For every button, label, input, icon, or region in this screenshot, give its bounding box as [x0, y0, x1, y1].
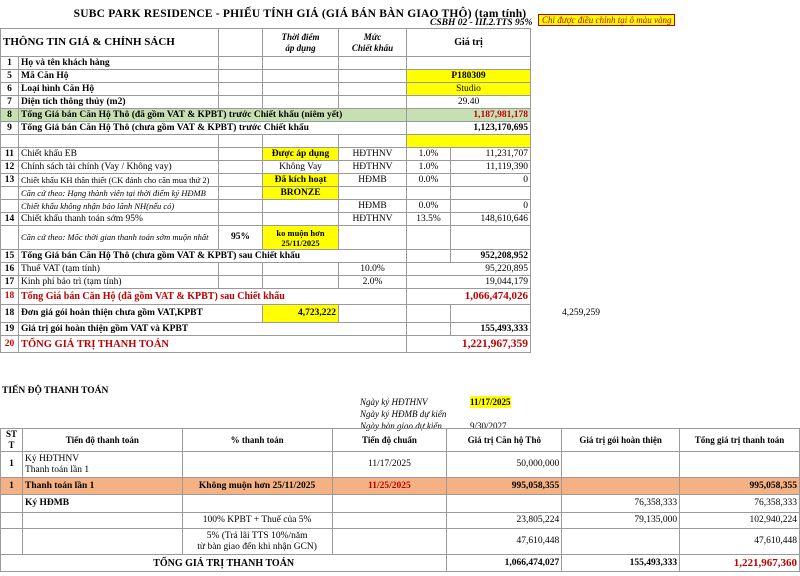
document-header [0, 0, 800, 26]
total-finishing-value: 155,493,333 [562, 555, 680, 572]
table-row [1, 323, 603, 336]
row-finishing-value [562, 452, 680, 478]
row-label: Giá trị gói hoàn thiện gồm VAT và KPBT [19, 323, 407, 336]
pre-discount-value: 1,123,170,695 [407, 122, 531, 135]
loyalty-status-cell[interactable]: Đã kích hoạt [263, 174, 339, 187]
discount-rate: 0.0% [407, 174, 451, 187]
section-title: THÔNG TIN GIÁ & CHÍNH SÁCH [1, 29, 219, 57]
blank-highlight-cell[interactable] [407, 135, 531, 148]
row-percent [182, 452, 332, 478]
apply-time: HĐMB [339, 174, 407, 187]
row-no: 9 [1, 122, 19, 135]
schedule-row [1, 529, 800, 555]
row-finishing-value: 79,135,000 [562, 513, 680, 529]
row-label: Tổng Giá bán Căn Hộ (đã gồm VAT & KPBT) sau Chiết khấu [19, 289, 407, 305]
table-row [1, 200, 603, 213]
row-label: Chính sách tài chính (Vay / Không vay) [19, 161, 219, 174]
early-payment-percent: 95% [219, 226, 263, 250]
edit-note: Chỉ được điều chỉnh tại ô màu vàng [538, 14, 675, 26]
row-no: 13 [1, 174, 19, 187]
table-row [1, 213, 603, 226]
row-no: 11 [1, 148, 19, 161]
price-info-table [0, 28, 603, 353]
apply-time: HĐTHNV [339, 213, 407, 226]
row-percent: 100% KPBT + Thuế của 5% [182, 513, 332, 529]
table-row [1, 226, 603, 250]
after-discount-value: 952,208,952 [451, 250, 531, 263]
row-label: TỔNG GIÁ TRỊ THANH TOÁN [19, 336, 407, 353]
row-no: 7 [1, 96, 19, 109]
table-row [1, 83, 603, 96]
table-row [1, 148, 603, 161]
col-apply-time: Thời điểm áp dụng [263, 29, 339, 57]
date-hdthnv: Ngày ký HĐTHNV 11/17/2025 [360, 397, 511, 407]
finishing-unit-price[interactable]: 4,723,222 [263, 305, 339, 323]
vat-value: 95,220,895 [407, 263, 531, 276]
finishing-package-value: 155,493,333 [451, 323, 531, 336]
table-row [1, 336, 603, 353]
discount-value: 148,610,646 [451, 213, 531, 226]
row-total-value: 995,058,355 [680, 478, 800, 495]
row-standard-date [332, 495, 447, 513]
maintenance-rate: 2.0% [339, 276, 407, 289]
page-title: SUBC PARK RESIDENCE - PHIẾU TÍNH GIÁ (GIÁ BÁN BÀN GIAO THÔ) (tạm tính) [73, 8, 527, 20]
row-finishing-value: 76,358,333 [562, 495, 680, 513]
table-row [1, 57, 603, 70]
row-label: Tổng Giá bán Căn Hộ Thô (đã gồm VAT & KPBT) trước Chiết khấu (niêm yết) [19, 109, 407, 122]
row-no: 20 [1, 336, 19, 353]
maintenance-value: 19,044,179 [407, 276, 531, 289]
row-standard-date: 11/25/2025 [332, 478, 447, 495]
row-label: Chiết khấu thanh toán sớm 95% [19, 213, 219, 226]
apply-time: HĐTHNV [339, 161, 407, 174]
table-row [1, 161, 603, 174]
row-total-value [680, 452, 800, 478]
table-row [1, 305, 603, 323]
row-standard-date: 11/17/2025 [332, 452, 447, 478]
row-value [407, 57, 531, 70]
row-no: 5 [1, 70, 19, 83]
row-no: 14 [1, 213, 19, 226]
row-shell-value [447, 495, 562, 513]
row-no: 18 [1, 305, 19, 323]
row-note: Chiết khấu không nhận bảo lãnh NH(nếu có) [19, 200, 219, 213]
finishing-unit-price-alt: 4,259,259 [562, 308, 600, 318]
row-finishing-value [562, 478, 680, 495]
row-label: Thuế VAT (tạm tính) [19, 263, 219, 276]
row-label: Đơn giá gói hoàn thiện chưa gồm VAT,KPBT [19, 305, 263, 323]
row-label [22, 529, 182, 555]
row-percent: 5% (Trả lãi TTS 10%/năm từ bàn giao đến khi nhận GCN) [182, 529, 332, 555]
row-shell-value: 995,058,355 [447, 478, 562, 495]
listed-price-value: 1,187,981,178 [407, 109, 531, 122]
row-standard-date [332, 513, 447, 529]
row-label [22, 513, 182, 529]
discount-value: 11,119,390 [451, 161, 531, 174]
row-no: 8 [1, 109, 19, 122]
eb-status-cell[interactable]: Được áp dụng [263, 148, 339, 161]
apartment-type-value[interactable]: Studio [407, 83, 531, 96]
row-label: Loại hình Căn Hộ [19, 83, 219, 96]
row-total-value: 76,358,333 [680, 495, 800, 513]
row-label: Chiết khấu KH thân thiết (CK đánh cho căn mua thứ 2) [19, 174, 219, 187]
discount-rate: 13.5% [407, 213, 451, 226]
table-row [1, 122, 603, 135]
schedule-header-row [1, 429, 800, 452]
row-standard-date [332, 529, 447, 555]
col-percent: % thanh toán [182, 429, 332, 452]
table-row [1, 289, 603, 305]
row-label: Tổng Giá bán Căn Hộ Thô (chưa gồm VAT & KPBT) trước Chiết khấu [19, 122, 407, 135]
grand-total-value: 1,221,967,359 [407, 336, 531, 353]
row-no: 17 [1, 276, 19, 289]
schedule-total-row [1, 555, 800, 572]
col-progress: Tiến độ thanh toán [22, 429, 182, 452]
total-shell-value: 1,066,474,027 [447, 555, 562, 572]
row-no [1, 495, 23, 513]
deadline-cell[interactable]: ko muộn hơn 25/11/2025 [263, 226, 339, 250]
discount-value: 11,231,707 [451, 148, 531, 161]
row-no: 15 [1, 250, 19, 263]
discount-value: 0 [451, 174, 531, 187]
date-handover: Ngày bàn giao dự kiến 9/30/2027 [360, 421, 507, 431]
row-label: Mã Căn Hộ [19, 70, 219, 83]
table-row [1, 263, 603, 276]
row-no: 1 [1, 452, 23, 478]
row-label: Diện tích thông thủy (m2) [19, 96, 219, 109]
table-row [1, 174, 603, 187]
col-finishing-value: Giá trị gói hoàn thiện [562, 429, 680, 452]
loan-status-cell[interactable]: Không Vay [263, 161, 339, 174]
apply-time: HĐTHNV [339, 148, 407, 161]
row-shell-value: 50,000,000 [447, 452, 562, 478]
table-row [1, 276, 603, 289]
schedule-row [1, 478, 800, 495]
row-label: Ký HĐMB [22, 495, 182, 513]
discount-rate: 1.0% [407, 148, 451, 161]
apartment-code-value[interactable]: P180309 [407, 70, 531, 83]
table-row [1, 70, 603, 83]
table-row-spacer [1, 135, 603, 148]
schedule-row [1, 495, 800, 513]
table-header-row [1, 29, 603, 57]
col-value: Giá trị [407, 29, 531, 57]
row-label: Kinh phí bảo trì (tạm tính) [19, 276, 219, 289]
table-row [1, 187, 603, 200]
col-shell-value: Giá trị Căn hộ Thô [447, 429, 562, 452]
row-no: 19 [1, 323, 19, 336]
row-label: Ký HĐTHNV Thanh toán lần 1 [22, 452, 182, 478]
row-no [1, 513, 23, 529]
row-no: 18 [1, 289, 19, 305]
row-no: 6 [1, 83, 19, 96]
row-note: Căn cứ theo: Mốc thời gian thanh toán sớm muộn nhất [19, 226, 219, 250]
col-standard: Tiến độ chuẩn [332, 429, 447, 452]
schedule-title: TIẾN ĐỘ THANH TOÁN [2, 386, 109, 396]
row-no: 1 [1, 57, 19, 70]
row-no: 1 [1, 478, 23, 495]
row-shell-value: 47,610,448 [447, 529, 562, 555]
date-handover-value: 9/30/2027 [470, 421, 507, 431]
row-label: Thanh toán lần 1 [22, 478, 182, 495]
key-dates [360, 396, 511, 432]
row-percent [182, 495, 332, 513]
row-label: Tổng Giá bán Căn Hộ Thô (chưa gồm VAT & KPBT) sau Chiết khấu [19, 250, 407, 263]
schedule-row [1, 513, 800, 529]
row-note: Căn cứ theo: Hạng thành viên tại thời điểm ký HĐMB [19, 187, 219, 200]
row-no: 12 [1, 161, 19, 174]
row-no: 16 [1, 263, 19, 276]
row-total-value: 47,610,448 [680, 529, 800, 555]
row-shell-value: 23,805,224 [447, 513, 562, 529]
date-hdmb: Ngày ký HĐMB dự kiến [360, 409, 447, 419]
vat-rate: 10.0% [339, 263, 407, 276]
schedule-row [1, 452, 800, 478]
row-percent: Không muộn hơn 25/11/2025 [182, 478, 332, 495]
apply-time: HĐMB [339, 200, 407, 213]
discount-rate: 0.0% [407, 200, 451, 213]
col-discount-rate: Mức Chiết khấu [339, 29, 407, 57]
row-total-value: 102,940,224 [680, 513, 800, 529]
policy-code: CSBH 02 - III.2.TTS 95% [430, 18, 533, 28]
area-value: 29.40 [407, 96, 531, 109]
row-finishing-value [562, 529, 680, 555]
row-label: Chiết khấu EB [19, 148, 219, 161]
total-grand-value: 1,221,967,360 [680, 555, 800, 572]
table-row [1, 250, 603, 263]
col-total-value: Tổng giá trị thanh toán [680, 429, 800, 452]
col-stt: ST T [1, 429, 23, 452]
discount-value: 0 [451, 200, 531, 213]
total-label: TỔNG GIÁ TRỊ THANH TOÁN [1, 555, 447, 572]
total-after-discount-value: 1,066,474,026 [407, 289, 531, 305]
table-row [1, 96, 603, 109]
date-hdthnv-value[interactable]: 11/17/2025 [470, 397, 511, 407]
discount-rate: 1.0% [407, 161, 451, 174]
row-no [1, 529, 23, 555]
row-label: Họ và tên khách hàng [19, 57, 219, 70]
payment-schedule-table [0, 428, 800, 572]
member-tier-cell[interactable]: BRONZE [263, 187, 339, 200]
table-row [1, 109, 603, 122]
